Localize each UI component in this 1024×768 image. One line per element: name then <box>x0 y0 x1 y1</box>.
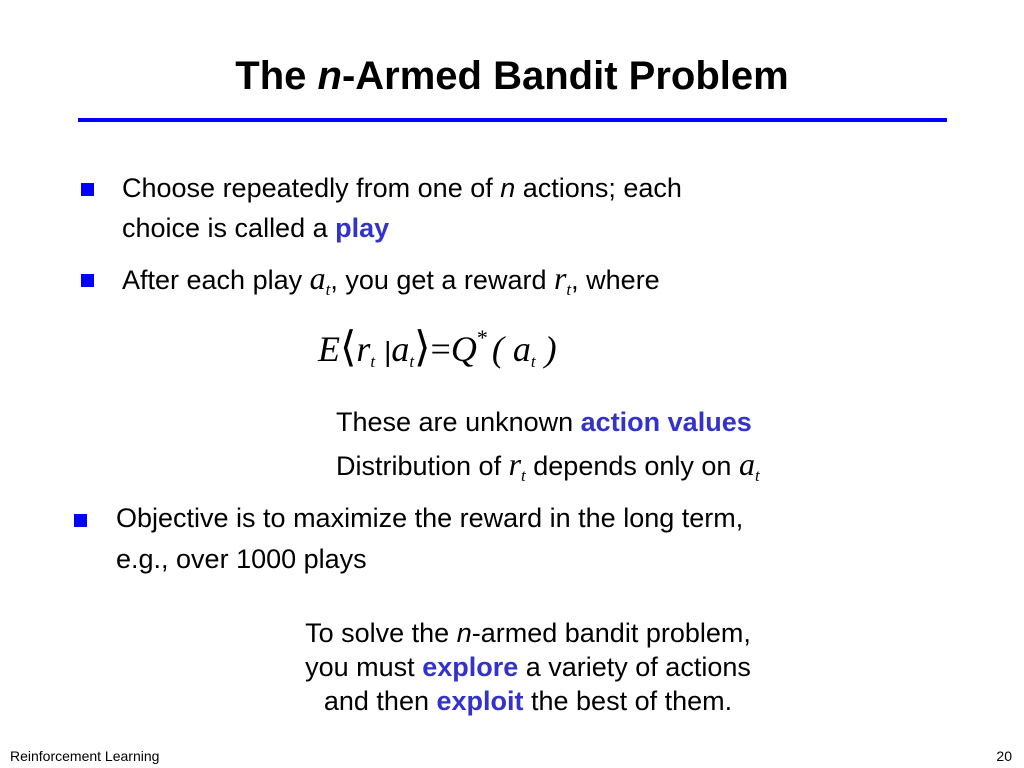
square-bullet-icon <box>81 274 94 287</box>
note-action-values: These are unknown action values <box>336 407 752 437</box>
square-bullet-icon <box>74 514 87 527</box>
title-divider <box>78 118 947 122</box>
bullet-after-play: After each play $a_t$, you get a reward $r_t$, where <box>122 260 660 299</box>
closing-line2: you must explore a variety of actions <box>305 652 751 682</box>
bullet-objective-line2: e.g., over 1000 plays <box>116 544 367 574</box>
keyword-play: play <box>335 213 390 243</box>
keyword-exploit: exploit <box>436 686 524 716</box>
footer-course-title: Reinforcement Learning <box>10 748 160 764</box>
note-distribution: Distribution of $r_t$ depends only on $a_t$ <box>336 446 760 485</box>
keyword-action-values: action values <box>580 407 752 437</box>
slide-title: The n-Armed Bandit Problem <box>235 54 789 98</box>
expected-reward-equation: $E⟨r_t$ $|a_t⟩=Q^*$ ( $a_t$ ) <box>318 325 557 371</box>
page-number: 20 <box>996 748 1012 764</box>
bullet-objective-line1: Objective is to maximize the reward in the long term, <box>116 503 744 533</box>
keyword-explore: explore <box>422 652 519 682</box>
bullet-choose-line2: choice is called a play <box>122 213 390 243</box>
bullet-choose-line1: Choose repeatedly from one of n actions; each <box>122 173 682 203</box>
closing-line3: and then exploit the best of them. <box>323 686 733 716</box>
square-bullet-icon <box>81 183 94 196</box>
closing-line1: To solve the n-armed bandit problem, <box>305 618 751 648</box>
